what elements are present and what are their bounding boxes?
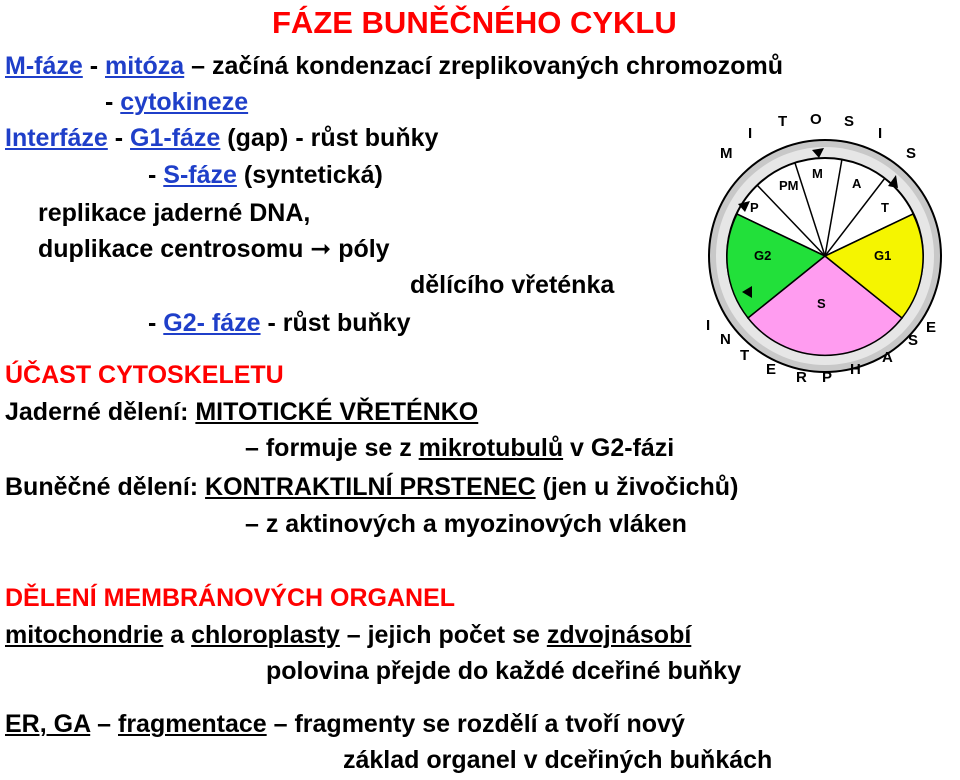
s-phase-line bbox=[148, 160, 383, 190]
detail-text: – formuje se z bbox=[245, 434, 419, 462]
m-phase-description: – začíná kondenzací zreplikovaných chromozomů bbox=[184, 52, 783, 80]
conjunction: a bbox=[163, 621, 192, 649]
outer-letter: E bbox=[926, 319, 937, 336]
cytoskeleton-heading: ÚČAST CYTOSKELETU bbox=[5, 361, 284, 389]
separator: - bbox=[82, 52, 106, 80]
mitosis-link[interactable]: mitóza bbox=[105, 52, 185, 80]
cytokinesis-link[interactable]: cytokineze bbox=[120, 88, 249, 116]
outer-letter: R bbox=[796, 369, 807, 386]
interphase-line bbox=[5, 123, 438, 153]
outer-letter: S bbox=[844, 113, 855, 130]
arrow-right-icon: ➞ bbox=[310, 235, 332, 263]
sector-label-g2: G2 bbox=[754, 248, 772, 263]
s-phase-link[interactable]: S-fáze bbox=[163, 161, 237, 189]
spindle-continuation: dělícího vřeténka bbox=[410, 271, 615, 299]
sector-label-g1: G1 bbox=[874, 248, 892, 263]
outer-letter: S bbox=[906, 145, 917, 162]
outer-letter: E bbox=[766, 361, 777, 378]
outer-letter: I bbox=[878, 125, 883, 142]
outer-letter: I bbox=[748, 125, 753, 142]
er-text: – fragmenty se rozdělí a tvoří nový bbox=[266, 710, 685, 738]
outer-letter: T bbox=[778, 113, 788, 130]
sector-label-m: M bbox=[812, 166, 823, 181]
dash: - bbox=[105, 88, 121, 116]
s-phase-description: (syntetická) bbox=[236, 161, 383, 189]
mitochondria-detail: polovina přejde do každé dceřiné buňky bbox=[266, 657, 742, 685]
cell-division-detail: – z aktinových a myozinových vláken bbox=[245, 510, 687, 538]
sector-label-pm: PM bbox=[779, 178, 799, 193]
nuclear-division-detail bbox=[245, 433, 674, 463]
microtubules-link[interactable]: mikrotubulů bbox=[418, 434, 564, 462]
chloroplasts-link[interactable]: chloroplasty bbox=[191, 621, 340, 649]
outer-letter: I bbox=[706, 317, 711, 334]
g1-description: (gap) - růst buňky bbox=[220, 124, 439, 152]
er-ga-line bbox=[5, 709, 685, 739]
page-title: FÁZE BUNĚČNÉHO CYKLU bbox=[272, 5, 677, 40]
outer-letter: T bbox=[740, 347, 750, 364]
g1-phase-link[interactable]: G1-fáze bbox=[130, 124, 221, 152]
m-phase-line bbox=[5, 51, 783, 81]
er-ga-detail: základ organel v dceřiných buňkách bbox=[343, 746, 773, 774]
sector-label-s: S bbox=[817, 296, 826, 311]
mitotic-spindle-link[interactable]: MITOTICKÉ VŘETÉNKO bbox=[195, 398, 479, 426]
outer-letter: S bbox=[908, 332, 919, 349]
sector-label-a: A bbox=[852, 176, 862, 191]
contractile-ring-link[interactable]: KONTRAKTILNÍ PRSTENEC bbox=[205, 473, 536, 501]
sector-label-p: P bbox=[750, 200, 759, 215]
cytokinesis-line bbox=[105, 87, 248, 117]
outer-letter: M bbox=[720, 145, 733, 162]
sector-label-t: T bbox=[881, 200, 889, 215]
doubles-link[interactable]: zdvojnásobí bbox=[546, 621, 692, 649]
nuclear-division-label: Jaderné dělení: bbox=[5, 398, 196, 426]
mitochondria-link[interactable]: mitochondrie bbox=[5, 621, 164, 649]
mitochondria-line bbox=[5, 620, 691, 650]
outer-letter: N bbox=[720, 331, 731, 348]
m-phase-link[interactable]: M-fáze bbox=[5, 52, 83, 80]
outer-letter: P bbox=[822, 369, 833, 386]
er-ga-link[interactable]: ER, GA bbox=[5, 710, 91, 738]
replication-line: replikace jaderné DNA, bbox=[38, 199, 311, 227]
outer-letter: A bbox=[882, 349, 893, 366]
separator: - bbox=[107, 124, 131, 152]
nuclear-division-line bbox=[5, 397, 478, 427]
detail-text-end: v G2-fázi bbox=[563, 434, 675, 462]
centrosome-text: duplikace centrosomu bbox=[38, 235, 311, 263]
centrosome-line bbox=[38, 234, 390, 264]
organelles-heading: DĚLENÍ MEMBRÁNOVÝCH ORGANEL bbox=[5, 584, 456, 612]
poles-text: póly bbox=[331, 235, 390, 263]
mito-text: – jejich počet se bbox=[339, 621, 547, 649]
cell-division-line bbox=[5, 472, 738, 502]
dash: - bbox=[148, 161, 164, 189]
g2-description: - růst buňky bbox=[260, 309, 411, 337]
interphase-link[interactable]: Interfáze bbox=[5, 124, 108, 152]
g2-line bbox=[148, 308, 411, 338]
g2-phase-link[interactable]: G2- fáze bbox=[163, 309, 261, 337]
outer-letter: H bbox=[850, 361, 861, 378]
cell-cycle-diagram bbox=[700, 108, 950, 390]
dash: – bbox=[90, 710, 118, 738]
cell-division-note: (jen u živočichů) bbox=[535, 473, 739, 501]
outer-letter: O bbox=[810, 111, 822, 128]
dash: - bbox=[148, 309, 164, 337]
cell-division-label: Buněčné dělení: bbox=[5, 473, 206, 501]
fragmentation-link[interactable]: fragmentace bbox=[118, 710, 267, 738]
